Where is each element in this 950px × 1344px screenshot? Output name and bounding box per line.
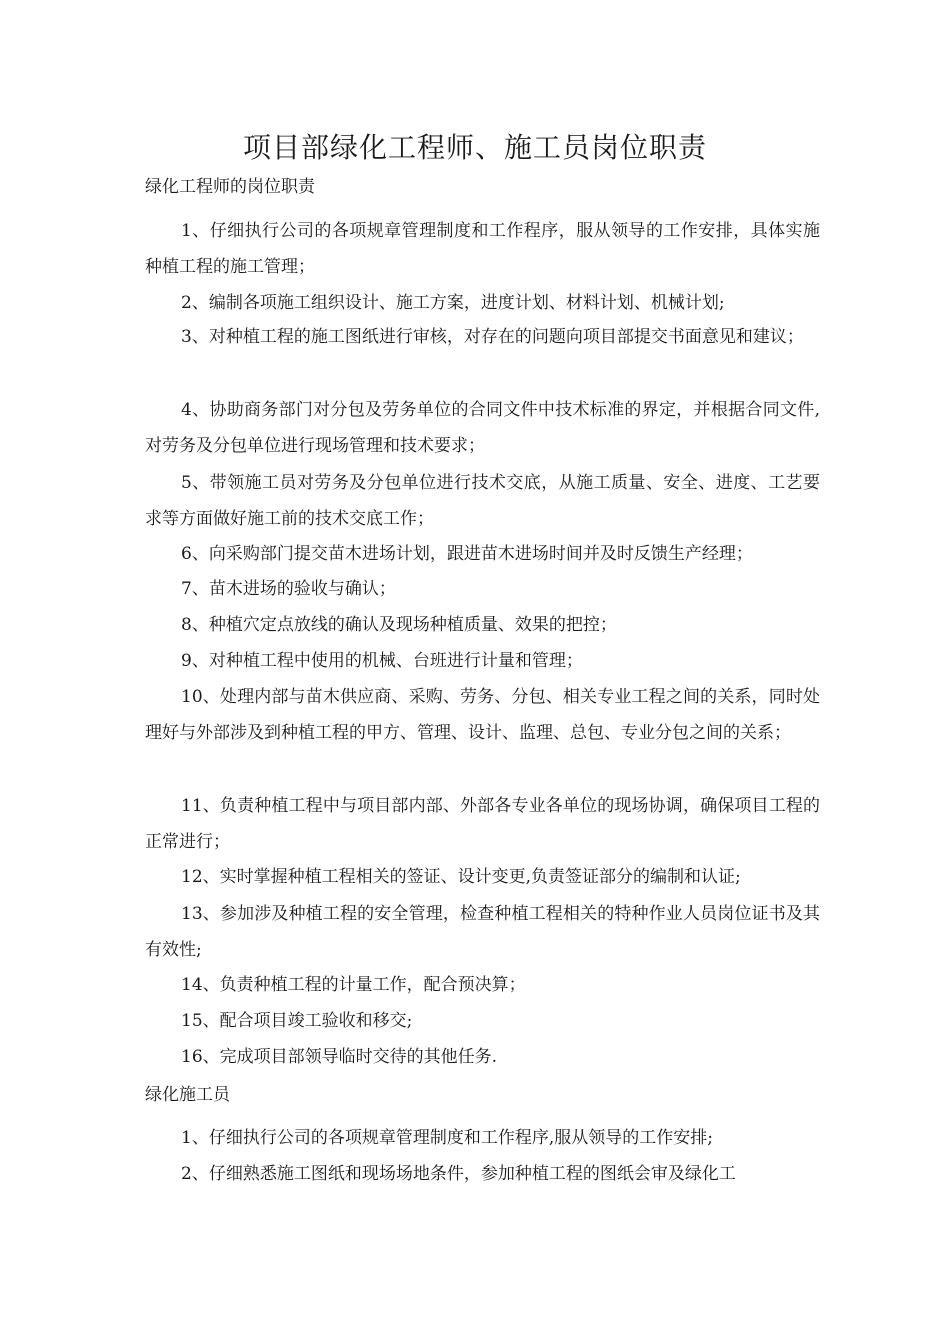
duty-item-14: 14、负责种植工程的计量工作，配合预决算； [181, 975, 526, 995]
duty-item-6: 6、向采购部门提交苗木进场计划，跟进苗木进场时间并及时反馈生产经理； [181, 544, 753, 564]
section-heading-constructor: 绿化施工员 [145, 1085, 230, 1105]
duty-item-10: 10、处理内部与苗木供应商、采购、劳务、分包、相关专业工程之间的关系，同时处理好与外部涉及到种植工程的甲方、管理、设计、监理、总包、专业分包之间的关系； [145, 687, 820, 743]
constructor-duty-item-2: 2、仔细熟悉施工图纸和现场场地条件，参加种植工程的图纸会审及绿化工 [181, 1164, 736, 1184]
duty-item-9: 9、对种植工程中使用的机械、台班进行计量和管理； [181, 651, 583, 671]
document-title: 项目部绿化工程师、施工员岗位职责 [242, 131, 707, 164]
duty-item-7: 7、苗木进场的验收与确认； [181, 579, 396, 599]
duty-item-11: 11、负责种植工程中与项目部内部、外部各专业各单位的现场协调，确保项目工程的正常进行； [145, 796, 820, 852]
duty-item-3: 3、对种植工程的施工图纸进行审核，对存在的问题向项目部提交书面意见和建议； [181, 327, 804, 347]
duty-item-5: 5、带领施工员对劳务及分包单位进行技术交底，从施工质量、安全、进度、工艺要求等方面做好施工前的技术交底工作； [145, 473, 820, 529]
duty-item-1: 1、仔细执行公司的各项规章管理制度和工作程序，服从领导的工作安排，具体实施种植工程的施工管理； [145, 221, 820, 277]
duty-item-12: 12、实时掌握种植工程相关的签证、设计变更,负责签证部分的编制和认证; [181, 867, 741, 887]
duty-item-16: 16、完成项目部领导临时交待的其他任务. [181, 1047, 498, 1067]
duty-item-4: 4、协助商务部门对分包及劳务单位的合同文件中技术标准的界定，并根据合同文件,对劳务及分包单位进行现场管理和技术要求； [145, 400, 820, 456]
duty-item-2: 2、编制各项施工组织设计、施工方案，进度计划、材料计划、机械计划; [181, 293, 725, 313]
constructor-duty-item-1: 1、仔细执行公司的各项规章管理制度和工作程序,服从领导的工作安排; [181, 1128, 713, 1148]
section-heading-engineer: 绿化工程师的岗位职责 [145, 177, 315, 197]
duty-item-8: 8、种植穴定点放线的确认及现场种植质量、效果的把控； [181, 615, 617, 635]
duty-item-15: 15、配合项目竣工验收和移交; [181, 1011, 413, 1031]
duty-item-13: 13、参加涉及种植工程的安全管理，检查种植工程相关的特种作业人员岗位证书及其有效性; [145, 904, 820, 960]
